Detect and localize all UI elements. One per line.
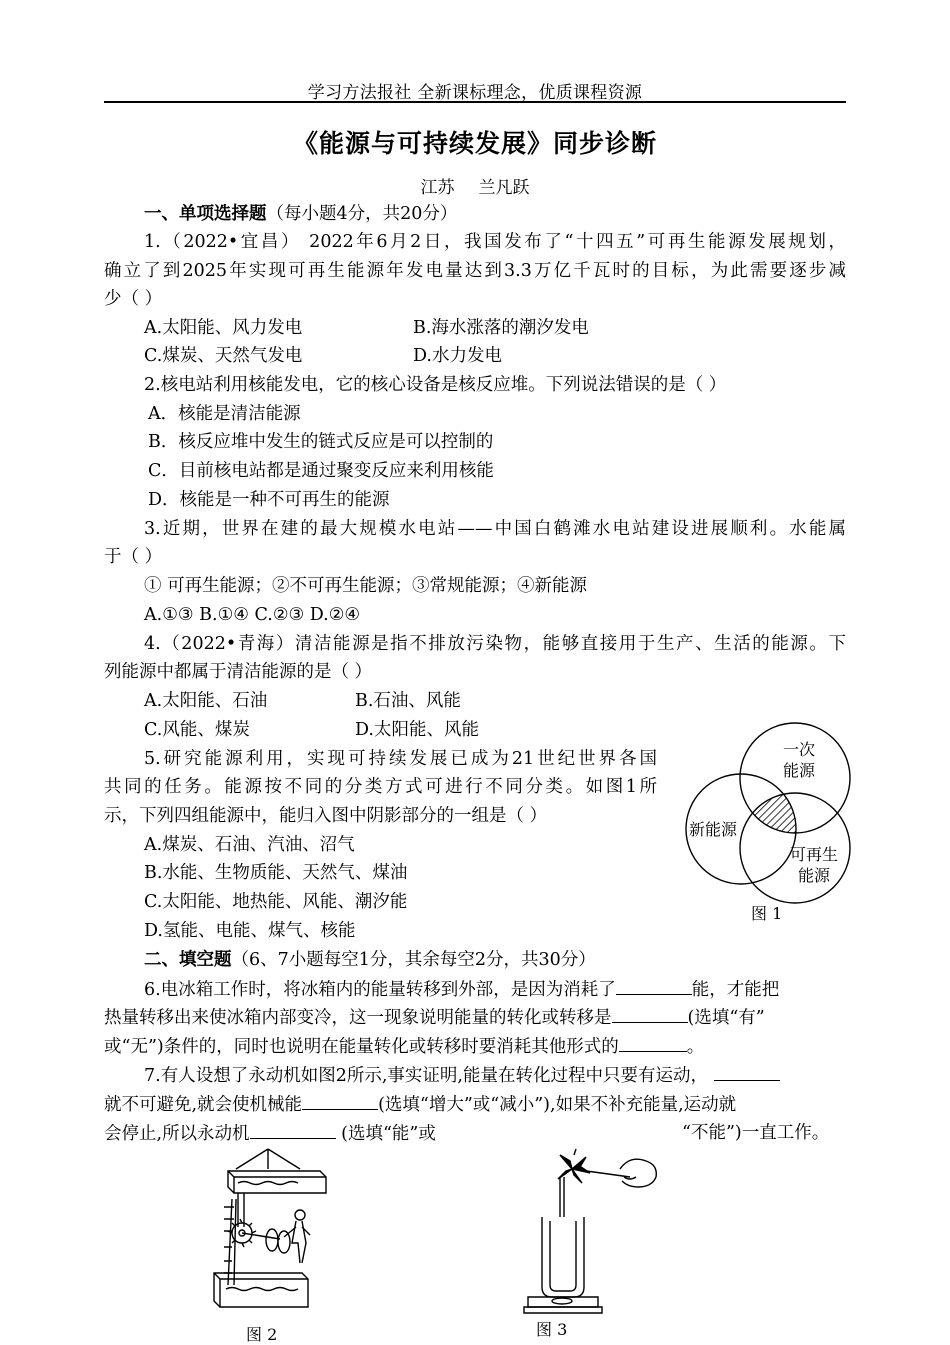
q7-blank-3[interactable] [250,1120,336,1139]
figure2-caption: 图 2 [246,1325,278,1344]
q4-option-b: B.石油、风能 [355,691,461,711]
q2-option-d: D．核能是一种不可再生的能源 [148,490,390,510]
q7-line2 [104,1091,736,1118]
q4-option-a: A.太阳能、石油 [144,691,268,711]
figure2-perpetual-motion [208,1147,338,1325]
q7-line3 [104,1120,436,1147]
q5-line3: 示，下列四组能源中，能归入图中阴影部分的一组是（ ） [104,806,548,826]
q7-line1 [144,1062,780,1089]
q7-line3-end: “不能”)一直工作。 [682,1123,830,1143]
venn-label-renewable-2: 能源 [797,866,831,885]
q2-stem: 2.核电站利用核能发电，它的核心设备是核反应堆。下列说法错误的是（ ） [144,375,727,395]
q5-line2: 共同的任务。能源按不同的分类方式可进行不同分类。如图1所 [104,777,657,797]
q7-line3-text: 会停止,所以永动机 [104,1124,250,1144]
section2-note: （6、7小题每空1分，其余每空2分，共30分） [231,950,596,970]
author-line [0,173,950,198]
q7-blank-1[interactable] [714,1062,780,1081]
section2-heading [144,947,596,973]
q4-option-d: D.太阳能、风能 [355,720,479,740]
q3-line1: 3.近期，世界在建的最大规模水电站——中国白鹤滩水电站建设进展顺利。水能属 [144,519,846,539]
q3-items: ① 可再生能源；②不可再生能源；③常规能源；④新能源 [144,576,588,596]
header-rule [104,101,846,103]
q6-line3-tail: 。 [686,1037,705,1057]
q3-line2: 于（ ） [104,547,163,567]
q6-blank-2[interactable] [612,1004,688,1023]
q2-option-b: B．核反应堆中发生的链式反应是可以控制的 [148,432,494,452]
figure3-caption: 图 3 [536,1320,568,1339]
q6-line1 [144,976,779,1003]
q4-option-c: C.风能、煤炭 [144,720,250,740]
venn-label-renewable-1: 可再生 [789,845,839,864]
q6-line2-text: 热量转移出来使冰箱内部变冷，这一现象说明能量的转化或转移是 [104,1008,612,1028]
author-province: 江苏 [420,178,455,198]
q5-line1: 5.研究能源利用，实现可持续发展已成为21世纪世界各国 [144,749,657,769]
section1-heading [144,201,457,227]
q6-line2 [104,1004,765,1031]
q5-option-c: C.太阳能、地热能、风能、潮汐能 [144,892,408,912]
venn-label-new: 新能源 [688,820,738,839]
q6-line1-text: 6.电冰箱工作时，将冰箱内的能量转移到外部，是因为消耗了 [144,980,616,1000]
page-header: 学习方法报社 全新课标理念，优质课程资源 [307,83,643,103]
q1-line1: 1.（2022•宜昌） 2022年6月2日，我国发布了“十四五”可再生能源发展规划， [144,232,846,252]
figure3-pinwheel [520,1147,660,1319]
q1-line2: 确立了到2025年实现可再生能源年发电量达到3.3万亿千瓦时的目标，为此需要逐步减 [104,261,846,281]
q1-option-d: D.水力发电 [413,346,502,366]
q7-line2-text: 就不可避免,就会使机械能 [104,1095,303,1115]
venn-label-primary-1: 一次 [782,740,816,759]
q2-option-a: A．核能是清洁能源 [148,404,301,424]
q4-line2: 列能源中都属于清洁能源的是（ ） [104,662,373,682]
venn-label-primary-2: 能源 [782,761,816,780]
q7-line1-text: 7.有人设想了永动机如图2所示,事实证明,能量在转化过程中只要有运动， [144,1066,708,1086]
q6-blank-3[interactable] [619,1033,687,1052]
figure1-venn [676,724,862,920]
q1-option-a: A.太阳能、风力发电 [144,318,303,338]
q5-option-d: D.氢能、电能、煤气、核能 [144,921,356,941]
author-name: 兰凡跃 [478,178,530,198]
q7-line2-tail: (选填“增大”或“减小”),如果不补充能量,运动就 [378,1095,737,1115]
section1-note: （每小题4分，共20分） [266,204,458,224]
q6-line3-text: 或“无”)条件的，同时也说明在能量转化或转移时要消耗其他形式的 [104,1037,619,1057]
figure1-caption: 图 1 [751,904,783,923]
q7-line3-tail: (选填“能”或 [335,1124,436,1144]
q4-line1: 4.（2022•青海）清洁能源是指不排放污染物，能够直接用于生产、生活的能源。下 [144,634,846,654]
q1-option-c: C.煤炭、天然气发电 [144,346,303,366]
q6-line2-tail: (选填“有” [687,1008,765,1028]
q5-option-a: A.煤炭、石油、汽油、沼气 [144,835,355,855]
page-title: 《能源与可持续发展》同步诊断 [292,129,657,158]
section2-title: 二、填空题 [144,950,232,970]
q6-line1-tail: 能，才能把 [691,980,780,1000]
q2-option-c: C．目前核电站都是通过聚变反应来利用核能 [148,461,494,481]
section1-title: 一、单项选择题 [144,204,267,224]
q3-options: A.①③ B.①④ C.②③ D.②④ [144,605,361,625]
q7-blank-2[interactable] [302,1091,378,1110]
q1-line3: 少（ ） [104,289,163,309]
q6-line3 [104,1033,704,1060]
q5-option-b: B.水能、生物质能、天然气、煤油 [144,863,408,883]
q1-option-b: B.海水涨落的潮汐发电 [413,318,589,338]
q6-blank-1[interactable] [616,976,692,995]
